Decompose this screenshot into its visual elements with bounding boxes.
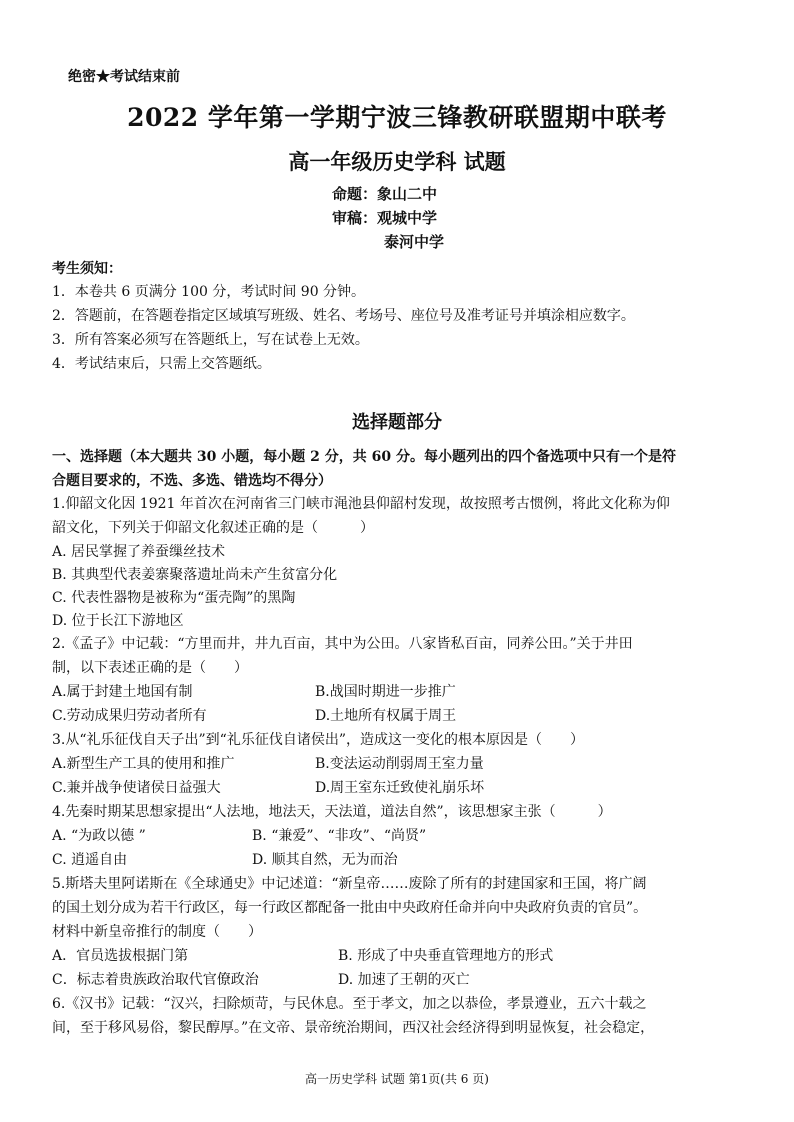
question-2-option-d: D.土地所有权属于周王 [315,708,457,724]
question-5-stem: 材料中新皇帝推行的制度（ ） [52,924,262,940]
question-3-option-a: A.新型生产工具的使用和推广 [52,756,235,772]
exam-title: 2022 学年第一学期宁波三锋教研联盟期中联考 [127,103,667,132]
notes-heading: 考生须知： [52,261,122,277]
question-5-stem: 的国土划分成为若干行政区，每一行政区都配备一批由中央政府任命并向中央政府负责的官员”。 [52,900,648,916]
question-1-option-d: D. 位于长江下游地区 [52,613,184,629]
note-item: 1．本卷共 6 页满分 100 分，考试时间 90 分钟。 [52,284,366,300]
question-5-option-c: C．标志着贵族政治取代官僚政治 [52,972,259,988]
question-5-option-a: A．官员选拔根据门第 [52,948,189,964]
question-3-option-d: D.周王室东迁致使礼崩乐坏 [315,780,485,796]
question-2-option-a: A.属于封建土地国有制 [52,684,193,700]
proposer-credit: 命题：象山二中 [332,185,438,203]
question-1-stem: 1.仰韶文化因 1921 年首次在河南省三门峡市渑池县仰韶村发现，故按照考古惯例，将此文化称为仰 [52,496,670,512]
note-item: 4．考试结束后，只需上交答题纸。 [52,356,271,372]
question-4-option-c: C. 逍遥自由 [52,852,128,868]
exam-subtitle: 高一年级历史学科 试题 [288,149,506,174]
question-5-option-b: B. 形成了中央垂直管理地方的形式 [338,948,554,964]
section-title: 选择题部分 [352,412,442,433]
note-item: 3．所有答案必须写在答题纸上，写在试卷上无效。 [52,332,369,348]
question-1-option-c: C. 代表性器物是被称为“蛋壳陶”的黑陶 [52,590,296,606]
reviewer-credit: 审稿：观城中学 [332,209,438,227]
section-intro: 一、选择题（本大题共 30 小题，每小题 2 分，共 60 分。每小题列出的四个备选项中只有一个是符 [52,449,676,465]
question-6-stem: 6.《汉书》记载：“汉兴，扫除烦苛，与民休息。至于孝文，加之以恭俭，孝景遵业，五六十载之 [52,996,647,1012]
question-1-option-b: B. 其典型代表姜寨聚落遗址尚未产生贫富分化 [52,567,338,583]
question-1-stem: 韶文化，下列关于仰韶文化叙述正确的是（ ） [52,520,374,536]
section-intro: 合题目要求的，不选、多选、错选均不得分） [52,473,332,489]
question-3-stem: 3.从“礼乐征伐自天子出”到“礼乐征伐自诸侯出”，造成这一变化的根本原因是（ ） [52,732,584,748]
note-item: 2．答题前，在答题卷指定区域填写班级、姓名、考场号、座位号及准考证号并填涂相应数字。 [52,308,635,324]
question-2-option-b: B.战国时期进一步推广 [315,684,456,700]
question-6-stem: 间，至于移风易俗，黎民醇厚。”在文帝、景帝统治期间，西汉社会经济得到明显恢复，社会稳定， [52,1020,655,1036]
confidential-label: 绝密★考试结束前 [68,69,180,85]
question-4-stem: 4.先秦时期某思想家提出“人法地，地法天，天法道，道法自然”，该思想家主张（ ） [52,804,612,820]
question-4-option-a: A. “为政以德 ” [52,828,146,844]
page-footer: 高一历史学科 试题 第1页(共 6 页) [305,1072,489,1086]
question-1-option-a: A. 居民掌握了养蚕缫丝技术 [52,544,226,560]
question-5-stem: 5.斯塔夫里阿诺斯在《全球通史》中记述道：“新皇帝……废除了所有的封建国家和王国，将广阔 [52,876,647,892]
question-3-option-c: C.兼并战争使诸侯日益强大 [52,780,221,796]
question-2-stem: 2.《孟子》中记载：“方里而井，井九百亩，其中为公田。八家皆私百亩，同养公田。”关于井田 [52,636,633,652]
reviewer-credit-2: 泰河中学 [384,233,445,251]
question-4-option-b: B. “兼爱”、“非攻”、“尚贤” [252,828,427,844]
question-2-stem: 制，以下表述正确的是（ ） [52,660,248,676]
question-2-option-c: C.劳动成果归劳动者所有 [52,708,207,724]
question-5-option-d: D. 加速了王朝的灭亡 [338,972,470,988]
question-4-option-d: D. 顺其自然，无为而治 [252,852,398,868]
question-3-option-b: B.变法运动削弱周王室力量 [315,756,484,772]
